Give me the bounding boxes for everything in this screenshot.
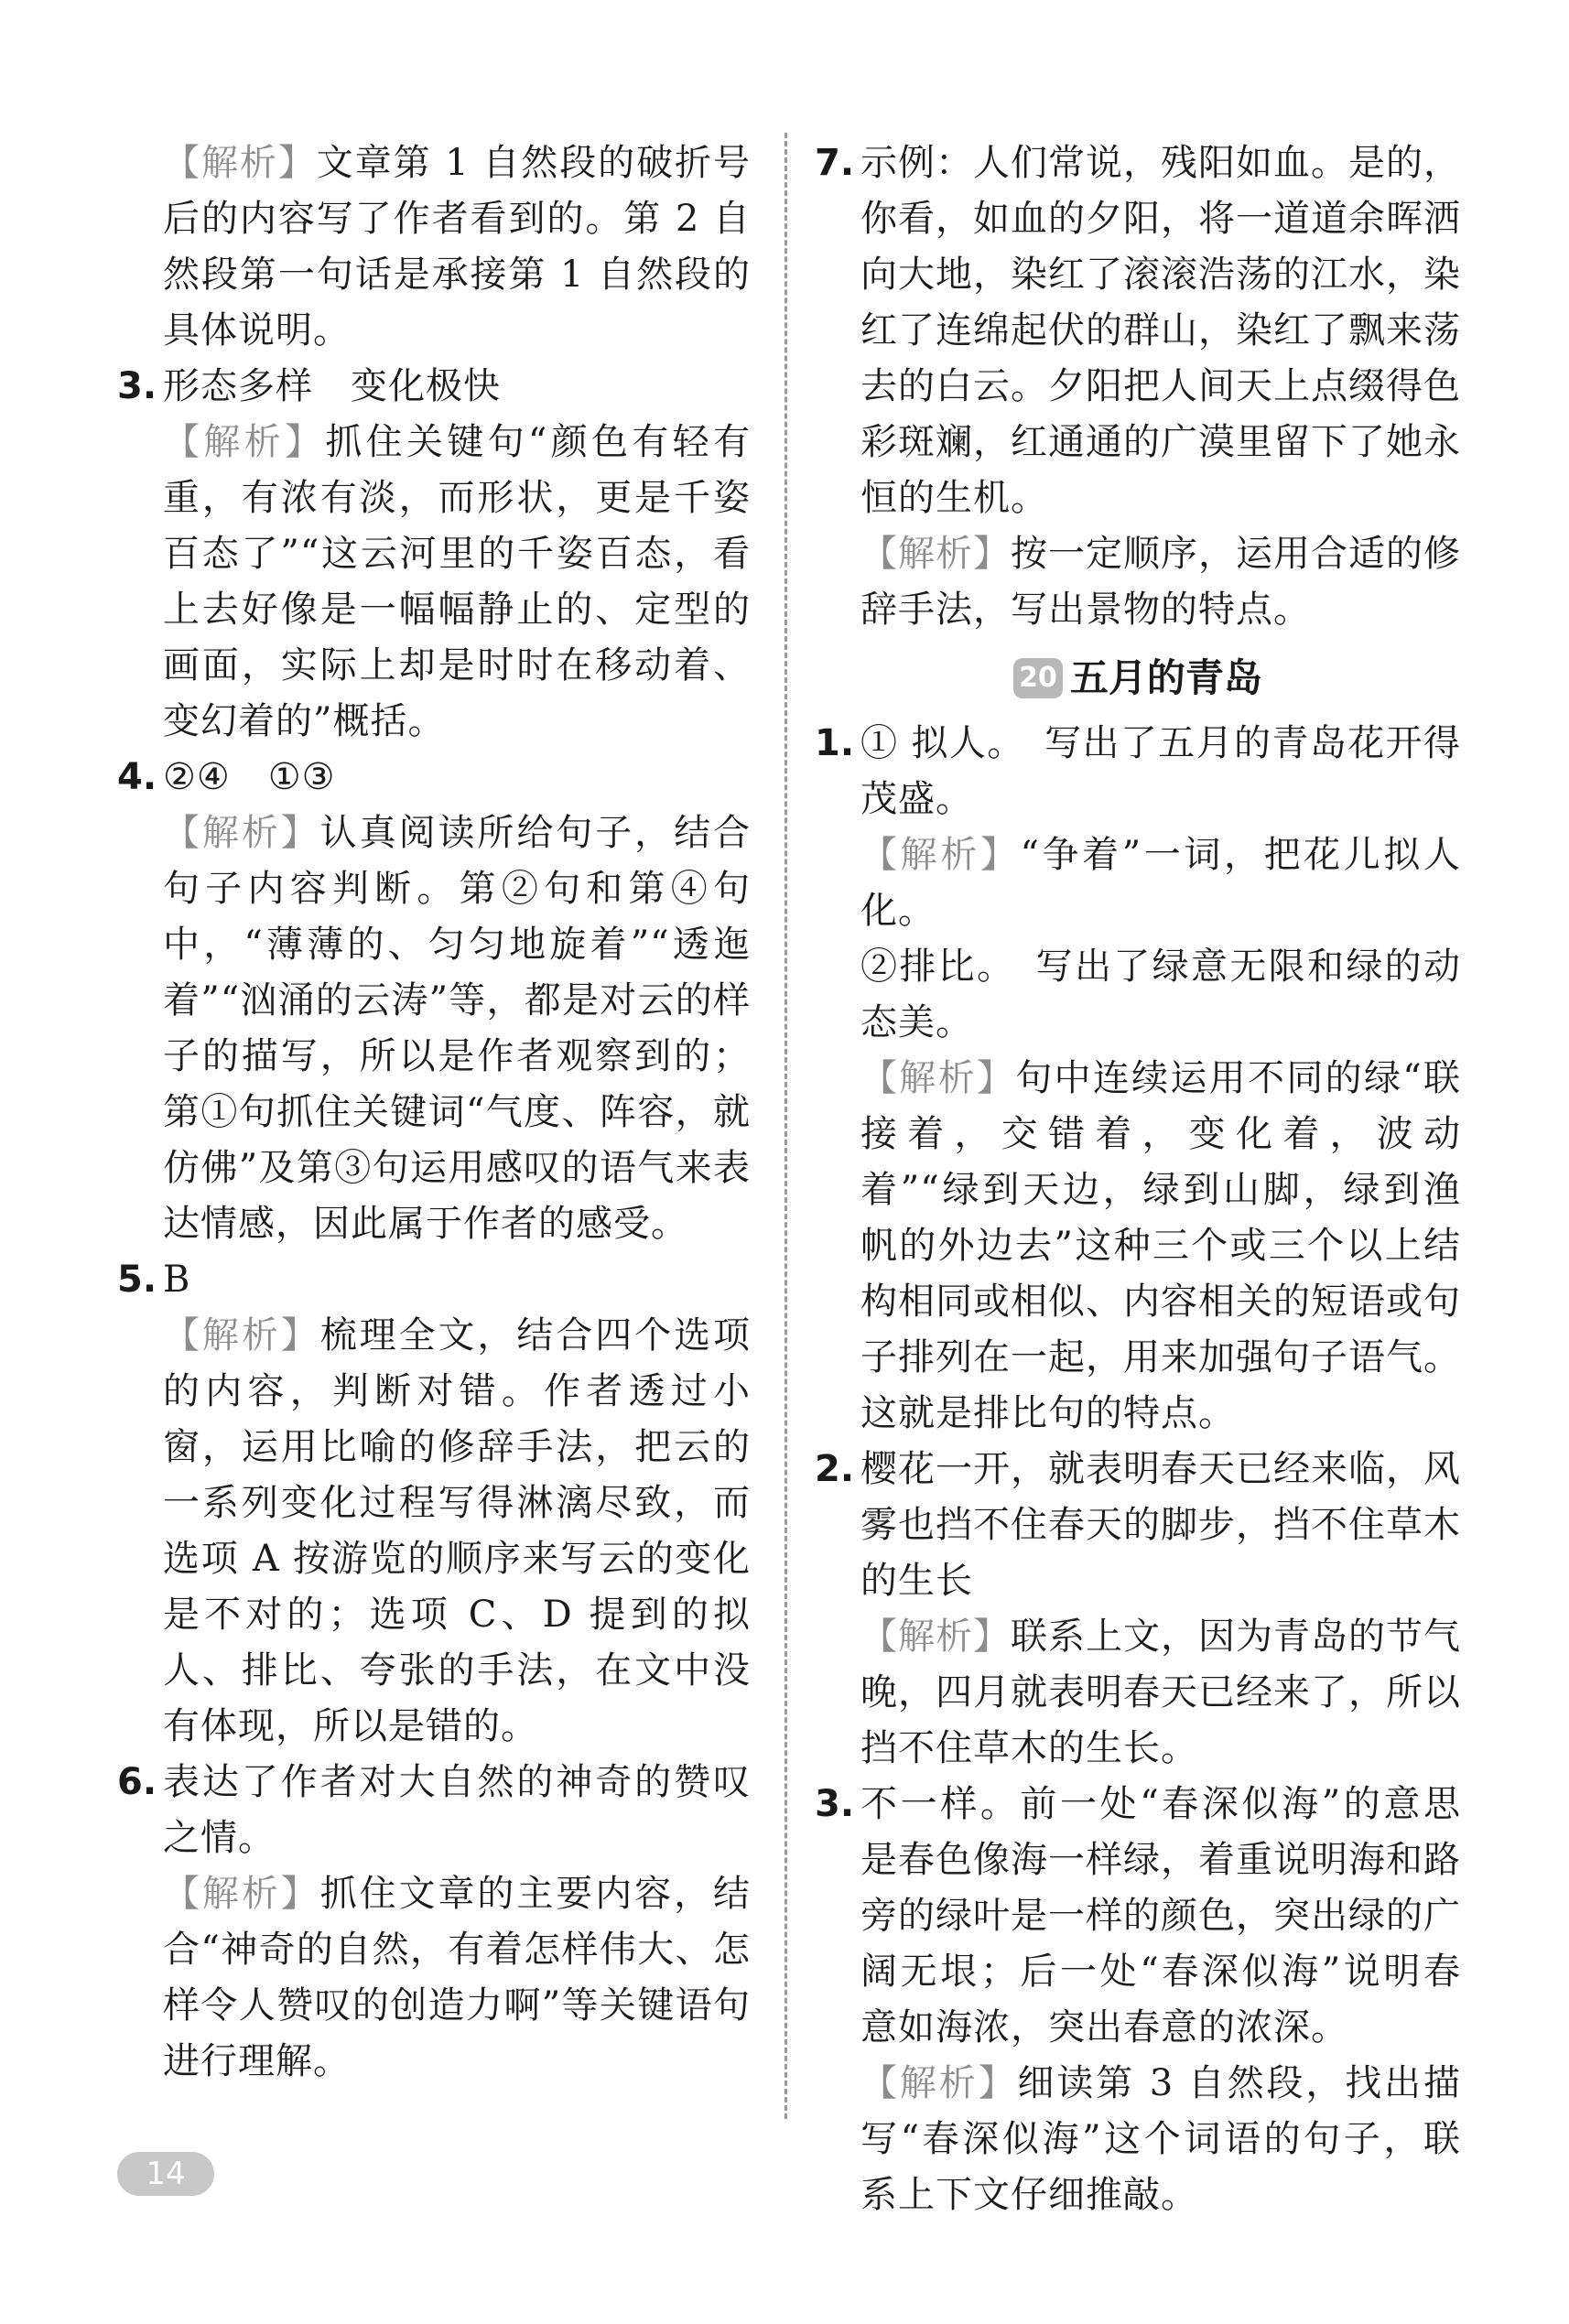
analysis-1b xyxy=(815,1051,1461,1442)
analysis-5 xyxy=(117,1308,751,1755)
answer-text: 示例：人们常说，残阳如血。是的，你看，如血的夕阳，将一道道余晖洒向大地，染红了滚滚浩荡的江水，染红了连绵起伏的群山，染红了飘来荡去的白云。夕阳把人间天上点缀得色彩斑斓，红通通的广漠里留下了她永恒的生机。 xyxy=(860,142,1461,519)
item-number: 1. xyxy=(815,721,855,764)
answer-item-4 xyxy=(117,750,751,805)
analysis-text: 抓住文章的主要内容，结合“神奇的自然，有着怎样伟大、怎样令人赞叹的创造力啊”等关键语句进行理解。 xyxy=(163,1873,752,2082)
answer-item-5 xyxy=(117,1252,751,1308)
answer-item-7 xyxy=(815,135,1461,526)
analysis-tag: 【解析】 xyxy=(163,142,317,184)
intro-analysis xyxy=(117,135,751,359)
analysis-tag: 【解析】 xyxy=(860,1056,1016,1099)
analysis-text: 按一定顺序，运用合适的修辞手法，写出景物的特点。 xyxy=(860,533,1461,631)
answer-text: 形态多样 变化极快 xyxy=(163,365,501,407)
analysis-text: 文章第 1 自然段的破折号后的内容写了作者看到的。第 2 自然段第一句话是承接第 1 自然段的具体说明。 xyxy=(163,142,751,351)
item-number: 6. xyxy=(117,1761,157,1803)
analysis-tag: 【解析】 xyxy=(860,1615,1011,1658)
item-number: 3. xyxy=(117,365,157,407)
item-number: 5. xyxy=(117,1259,157,1301)
answer-item-1 xyxy=(815,716,1461,827)
answer-item-2 xyxy=(815,1442,1461,1609)
item-number: 7. xyxy=(815,142,855,184)
analysis-text: 细读第 3 自然段，找出描写“春深似海”这个词语的句子，联系上下文仔细推敲。 xyxy=(860,2061,1461,2216)
analysis-3 xyxy=(117,415,751,750)
answer-item-3 xyxy=(117,359,751,415)
answer-text: 表达了作者对大自然的神奇的赞叹之情。 xyxy=(163,1761,751,1859)
answer-item-6 xyxy=(117,1755,751,1866)
analysis-tag: 【解析】 xyxy=(163,421,326,463)
analysis-text: 句中连续运用不同的绿“联接着，交错着，变化着，波动着”“绿到天边，绿到山脚，绿到渔帆的外边去”这种三个或三个以上结构相同或相似、内容相关的短语或句子排列在一起，用来加强句子语气。这就是排比句的特点。 xyxy=(860,1056,1462,1434)
analysis-text: 抓住关键句“颜色有轻有重，有浓有淡，而形状，更是千姿百态了”“这云河里的千姿百态，看上去好像是一幅幅静止的、定型的画面，实际上却是时时在移动着、变幻着的”概括。 xyxy=(163,421,752,742)
answer-text-1b: ②排比。 写出了绿意无限和绿的动态美。 xyxy=(860,945,1461,1043)
analysis-tag: 【解析】 xyxy=(860,533,1011,575)
analysis-tag: 【解析】 xyxy=(163,1314,320,1357)
item-number: 3. xyxy=(815,1782,855,1825)
answer-text: 樱花一开，就表明春天已经来临，风雾也挡不住春天的脚步，挡不住草木的生长 xyxy=(860,1447,1461,1602)
left-column xyxy=(117,135,751,2090)
analysis-tag: 【解析】 xyxy=(860,2061,1018,2104)
column-divider xyxy=(784,133,787,2119)
analysis-7 xyxy=(815,526,1461,638)
section-number-badge: 20 xyxy=(1013,658,1063,698)
analysis-2 xyxy=(815,1609,1461,1777)
analysis-tag: 【解析】 xyxy=(163,1873,320,1915)
analysis-tag: 【解析】 xyxy=(163,812,320,854)
analysis-text: “争着”一词，把花儿拟人化。 xyxy=(860,833,1462,932)
answer-text: ① 拟人。 写出了五月的青岛花开得茂盛。 xyxy=(860,721,1461,820)
analysis-4 xyxy=(117,805,751,1252)
page-number: 14 xyxy=(117,2152,214,2196)
analysis-1a xyxy=(815,827,1461,939)
analysis-tag: 【解析】 xyxy=(860,833,1021,876)
analysis-text: 认真阅读所给句子，结合句子内容判断。第②句和第④句中，“薄薄的、匀匀地旋着”“透迤着”“汹涌的云涛”等，都是对云的样子的描写，所以是作者观察到的；第①句抓住关键词“气度、阵容，就仿佛”及第③句运用感叹的语气来表达情感，因此属于作者的感受。 xyxy=(163,812,752,1245)
section-title: 五月的青岛 xyxy=(1069,654,1262,700)
analysis-6 xyxy=(117,1866,751,2090)
right-column xyxy=(815,135,1461,2223)
section-heading xyxy=(815,647,1461,708)
item-number: 4. xyxy=(117,756,157,798)
answer-item-3b xyxy=(815,1777,1461,2056)
item-number: 2. xyxy=(815,1447,855,1490)
answer-text: 不一样。前一处“春深似海”的意思是春色像海一样绿，着重说明海和路旁的绿叶是一样的颜色，突出绿的广阔无垠；后一处“春深似海”说明春意如海浓，突出春意的浓深。 xyxy=(860,1782,1461,2048)
analysis-3b xyxy=(815,2056,1461,2223)
analysis-text: 联系上文，因为青岛的节气晚，四月就表明春天已经来了，所以挡不住草木的生长。 xyxy=(860,1615,1461,1769)
analysis-text: 梳理全文，结合四个选项的内容，判断对错。作者透过小窗，运用比喻的修辞手法，把云的一系列变化过程写得淋漓尽致，而选项 A 按游览的顺序来写云的变化是不对的；选项 C、D 提到的拟人、排比、夸张的手法，在文中没有体现，所以是错的。 xyxy=(163,1314,752,1747)
answer-text: ②④ ①③ xyxy=(163,756,336,798)
answer-text: B xyxy=(163,1259,191,1301)
